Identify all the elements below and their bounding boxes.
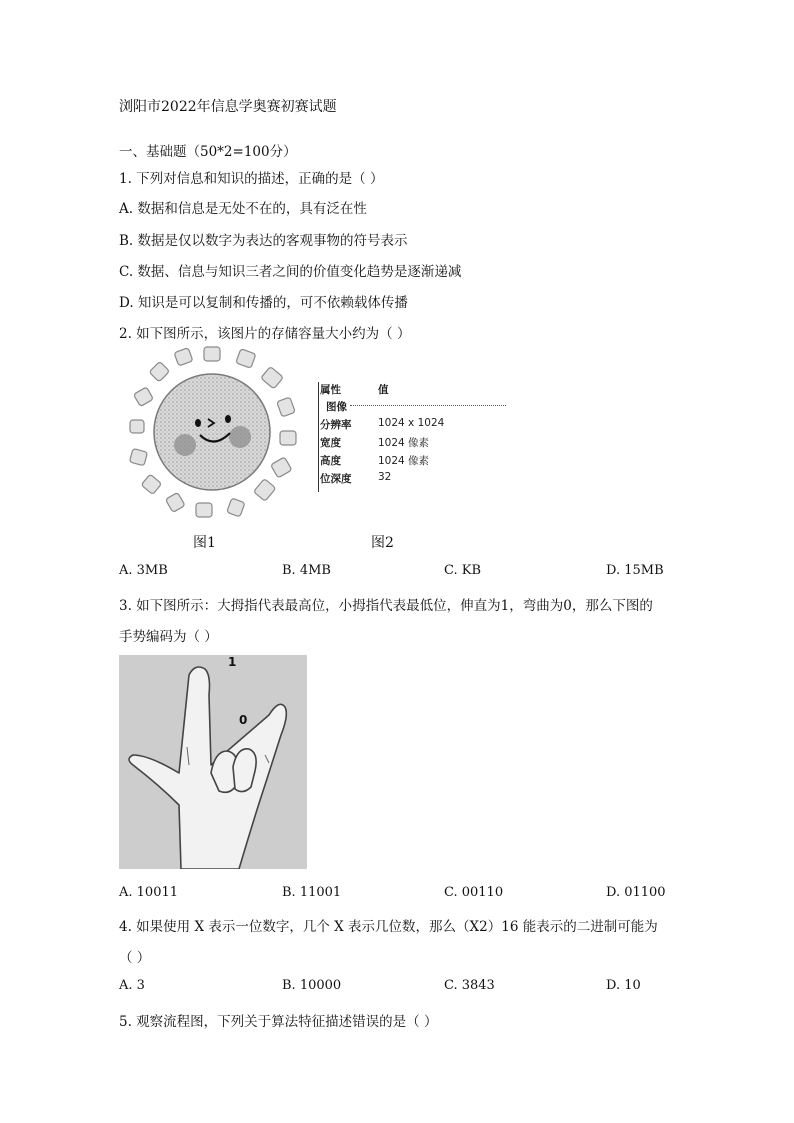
prop-key-resolution: 分辨率 — [320, 419, 352, 431]
question-4-option-d: D. 10 — [606, 978, 641, 993]
question-4-option-a: A. 3 — [119, 978, 145, 993]
hand-gesture-photo — [119, 655, 307, 869]
question-3-stem-line-2: 手势编码为（ ） — [119, 629, 218, 645]
question-4-option-b: B. 10000 — [282, 978, 342, 993]
prop-key-bit-depth: 位深度 — [320, 473, 352, 485]
figure-2-caption: 图2 — [371, 535, 394, 551]
question-2-option-c: C. KB — [444, 563, 482, 578]
prop-value-width: 1024 像素 — [378, 437, 430, 449]
question-3-option-c: C. 00110 — [444, 885, 504, 900]
gesture-label-one: 1 — [228, 655, 237, 669]
prop-key-width: 宽度 — [320, 437, 341, 449]
question-2-option-b: B. 4MB — [282, 563, 331, 578]
question-4-stem-line-2: （ ） — [119, 950, 151, 966]
props-header-key: 属性 — [320, 384, 341, 396]
prop-value-height: 1024 像素 — [378, 455, 430, 467]
props-header-value: 值 — [378, 384, 389, 396]
prop-key-height: 高度 — [320, 455, 341, 467]
question-1-option-b: B. 数据是仅以数字为表达的客观事物的符号表示 — [119, 233, 408, 249]
question-4-stem-line-1: 4. 如果使用 X 表示一位数字，几个 X 表示几位数，那么（X2）16 能表示的二进制可能为 — [119, 919, 658, 935]
prop-value-resolution: 1024 x 1024 — [378, 417, 445, 429]
question-3-option-a: A. 10011 — [119, 885, 179, 900]
question-1-option-a: A. 数据和信息是无处不在的，具有泛在性 — [119, 201, 367, 217]
question-5-stem: 5. 观察流程图，下列关于算法特征描述错误的是（ ） — [119, 1014, 438, 1030]
question-2-option-a: A. 3MB — [119, 563, 168, 578]
prop-value-bit-depth: 32 — [378, 471, 392, 483]
sun-illustration — [128, 345, 300, 520]
gesture-label-zero: 0 — [239, 713, 248, 727]
question-3-stem-line-1: 3. 如下图所示：大拇指代表最高位，小拇指代表最低位，伸直为1，弯曲为0，那么下图的 — [119, 598, 653, 614]
figure-1-caption: 图1 — [193, 535, 216, 551]
question-1-option-c: C. 数据、信息与知识三者之间的价值变化趋势是逐渐递减 — [119, 264, 462, 280]
section-heading: 一、基础题（50*2=100分） — [119, 144, 297, 160]
question-2-stem: 2. 如下图所示，该图片的存储容量大小约为（ ） — [119, 326, 411, 342]
exam-title: 浏阳市2022年信息学奥赛初赛试题 — [119, 99, 337, 115]
props-group-label: 图像 — [326, 401, 347, 413]
question-1-stem: 1. 下列对信息和知识的描述，正确的是（ ） — [119, 171, 384, 187]
question-3-option-d: D. 01100 — [606, 885, 666, 900]
question-2-option-d: D. 15MB — [606, 563, 664, 578]
hand-gesture-illustration — [119, 655, 307, 869]
question-3-option-b: B. 11001 — [282, 885, 342, 900]
question-4-option-c: C. 3843 — [444, 978, 495, 993]
question-1-option-d: D. 知识是可以复制和传播的，可不依赖载体传播 — [119, 295, 408, 311]
